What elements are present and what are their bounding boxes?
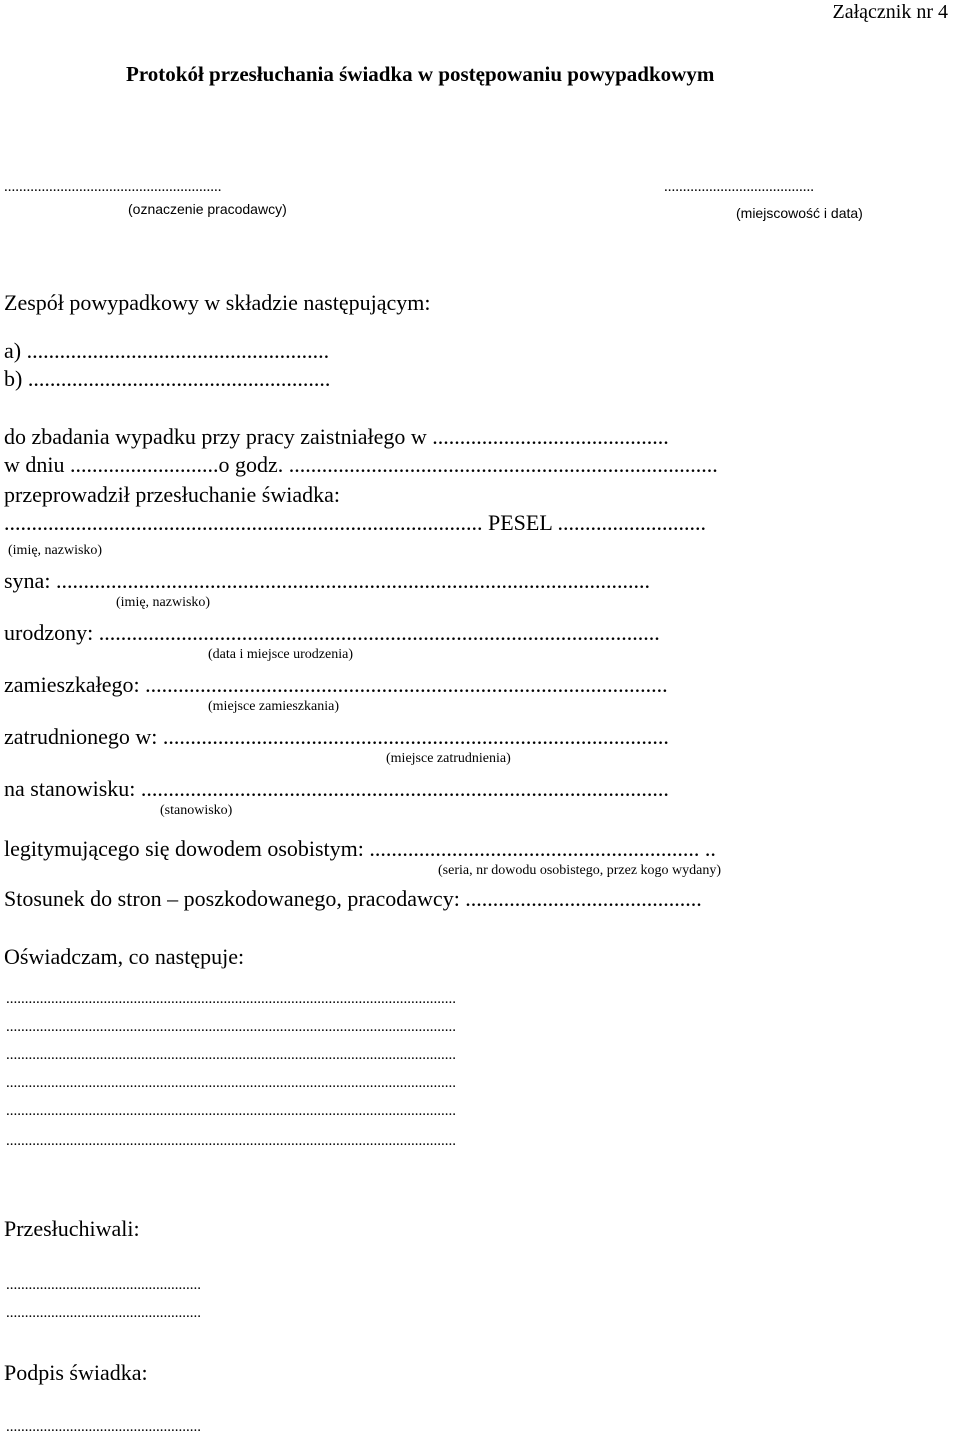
id-card-label: (seria, nr dowodu osobistego, przez kogo wydany): [438, 863, 722, 878]
interviewer-signature-line[interactable]: ....................................................: [6, 1277, 201, 1293]
interviewer-signature-line[interactable]: ....................................................: [6, 1305, 201, 1321]
accident-date-time-line[interactable]: w dniu ...........................o godz. ..............................................................................: [4, 452, 718, 477]
place-date-field[interactable]: ........................................: [664, 179, 814, 195]
team-member-b[interactable]: b) .......................................................: [4, 366, 331, 391]
residing-field[interactable]: zamieszkałego: ...............................................................................................: [4, 672, 668, 697]
interview-conducted-line: przeprowadził przesłuchanie świadka:: [4, 482, 340, 507]
employed-field[interactable]: zatrudnionego w: ............................................................................................: [4, 724, 669, 749]
statement-line[interactable]: ........................................................................................................................: [6, 991, 456, 1007]
document-title: Protokół przesłuchania świadka w postępowaniu powypadkowym: [126, 62, 715, 86]
accident-place-line[interactable]: do zbadania wypadku przy pracy zaistniałego w ...........................................: [4, 424, 669, 449]
witness-name-label: (imię, nazwisko): [8, 543, 103, 558]
position-label: (stanowisko): [160, 803, 233, 818]
statement-line[interactable]: ........................................................................................................................: [6, 1075, 456, 1091]
relation-field[interactable]: Stosunek do stron – poszkodowanego, pracodawcy: ...........................................: [4, 886, 702, 911]
witness-signature-line[interactable]: ....................................................: [6, 1419, 201, 1435]
born-field[interactable]: urodzony: ......................................................................................................: [4, 620, 660, 645]
position-field[interactable]: na stanowisku: ................................................................................................: [4, 776, 669, 801]
statement-line[interactable]: ........................................................................................................................: [6, 1019, 456, 1035]
statement-line[interactable]: ........................................................................................................................: [6, 1047, 456, 1063]
son-of-field[interactable]: syna: ............................................................................................................: [4, 568, 650, 593]
team-member-a[interactable]: a) .......................................................: [4, 338, 330, 363]
id-card-field[interactable]: legitymującego się dowodem osobistym: ............................................................ ..: [4, 836, 716, 861]
employer-label: (oznaczenie pracodawcy): [128, 201, 287, 217]
son-of-label: (imię, nazwisko): [116, 595, 211, 610]
attachment-label: Załącznik nr 4: [832, 1, 948, 23]
witness-name-pesel-field[interactable]: ....................................................................................... PESEL ...........................: [4, 510, 706, 535]
employer-field[interactable]: ..........................................................: [4, 179, 222, 195]
witness-signature-heading: Podpis świadka:: [4, 1360, 148, 1385]
team-intro: Zespół powypadkowy w składzie następującym:: [4, 290, 431, 315]
statement-heading: Oświadczam, co następuje:: [4, 944, 245, 969]
statement-line[interactable]: ........................................................................................................................: [6, 1133, 456, 1149]
employed-label: (miejsce zatrudnienia): [386, 751, 511, 766]
born-label: (data i miejsce urodzenia): [208, 647, 353, 662]
place-date-label: (miejscowość i data): [736, 205, 863, 221]
interviewers-heading: Przesłuchiwali:: [4, 1216, 140, 1241]
residing-label: (miejsce zamieszkania): [208, 699, 339, 714]
statement-line[interactable]: ........................................................................................................................: [6, 1103, 456, 1119]
